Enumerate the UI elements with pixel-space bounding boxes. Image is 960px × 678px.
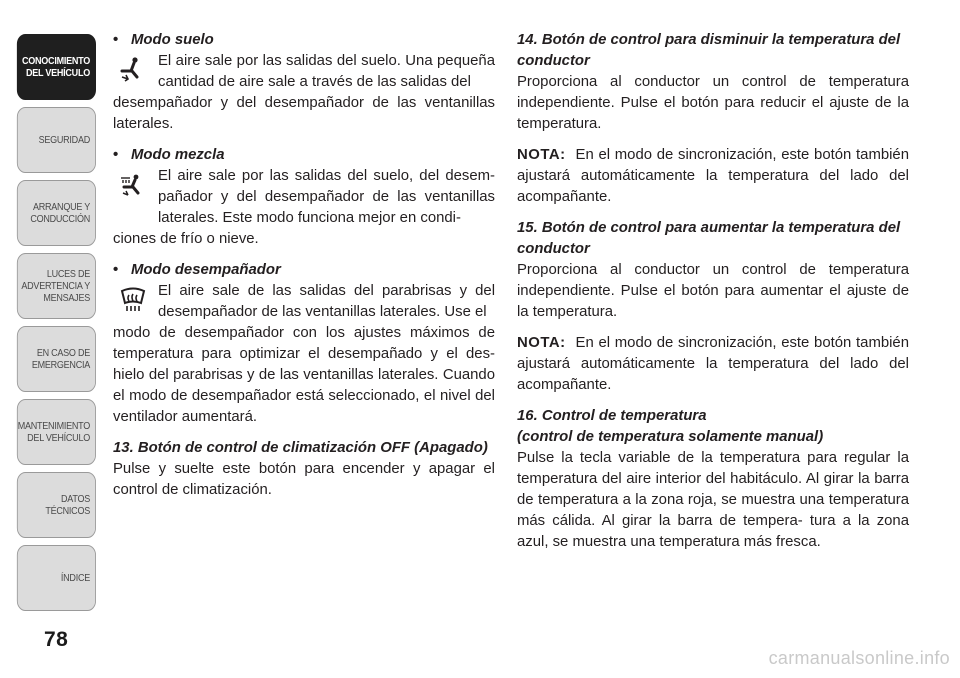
tab-seguridad[interactable]: SEGURIDAD bbox=[17, 107, 96, 173]
section-14-note bbox=[517, 145, 909, 208]
section-15-heading: 15. Botón de control para aumentar la temperatura del conductor bbox=[517, 220, 901, 257]
tab-mantenimiento[interactable]: MANTENIMIENTO DEL VEHÍCULO bbox=[17, 399, 96, 465]
defrost-mode-text-cont: modo de desempañador con los ajustes máximos de temperatura para optimizar el desempañado y el des- hielo del parabrisas y de las ventanillas laterales. Cuando el modo de desempañador está seleccionado, el nivel del ventilador aumentará. bbox=[113, 325, 495, 425]
mix-mode-heading bbox=[113, 145, 495, 166]
left-column bbox=[113, 30, 495, 501]
watermark: carmanualsonline.info bbox=[768, 648, 950, 668]
note-label: NOTA: bbox=[517, 147, 566, 163]
floor-mode-icon bbox=[119, 57, 145, 83]
floor-mode-heading bbox=[113, 30, 495, 51]
mix-mode-text-cont: ciones de frío o nieve. bbox=[113, 231, 259, 247]
page-number: 78 bbox=[44, 628, 69, 651]
right-column bbox=[517, 30, 909, 553]
section-13-heading: 13. Botón de control de climatización OFF (Apagado) bbox=[113, 440, 488, 456]
defrost-mode-text: El aire sale de las salidas del parabrisas y del desempañador de las ventanillas laterales. Use el bbox=[158, 283, 495, 320]
tab-luces-de-advertencia[interactable]: LUCES DE ADVERTENCIA Y MENSAJES bbox=[17, 253, 96, 319]
bullet: • bbox=[113, 262, 119, 278]
section-15-note bbox=[517, 333, 909, 396]
tab-datos-tecnicos[interactable]: DATOS TÉCNICOS bbox=[17, 472, 96, 538]
mix-mode-title: Modo mezcla bbox=[131, 147, 225, 163]
section-14-text: Proporciona al conductor un control de temperatura independiente. Pulse el botón para reducir el ajuste de la temperatura. bbox=[517, 74, 909, 132]
tab-en-caso-de-emergencia[interactable]: EN CASO DE EMERGENCIA bbox=[17, 326, 96, 392]
mix-mode-icon bbox=[119, 172, 145, 198]
bullet: • bbox=[113, 147, 119, 163]
defrost-mode-item bbox=[113, 281, 495, 323]
floor-mode-text-cont: desempañador y del desempañador de las ventanillas laterales. bbox=[113, 95, 495, 132]
mix-mode-text: El aire sale por las salidas del suelo, del desem- pañador y del desempañador de las ventanillas laterales. Este modo funciona mejor en condi- bbox=[158, 168, 495, 226]
tab-arranque-y-conduccion[interactable]: ARRANQUE Y CONDUCCIÓN bbox=[17, 180, 96, 246]
section-16-heading: 16. Control de temperatura bbox=[517, 408, 707, 424]
section-tabs bbox=[0, 0, 100, 630]
section-16-subheading: (control de temperatura solamente manual) bbox=[517, 429, 824, 445]
note-text: En el modo de sincronización, este botón también ajustará automáticamente la temperatura del lado del acompañante. bbox=[517, 335, 909, 393]
mix-mode-item bbox=[113, 166, 495, 229]
defrost-mode-heading bbox=[113, 260, 495, 281]
section-14-heading: 14. Botón de control para disminuir la temperatura del conductor bbox=[517, 32, 901, 69]
note-text: En el modo de sincronización, este botón también ajustará automáticamente la temperatura del lado del acompañante. bbox=[517, 147, 909, 205]
defrost-mode-icon bbox=[119, 287, 147, 313]
section-15-text: Proporciona al conductor un control de temperatura independiente. Pulse el botón para aumentar el ajuste de la temperatura. bbox=[517, 262, 909, 320]
bullet: • bbox=[113, 32, 119, 48]
floor-mode-text: El aire sale por las salidas del suelo. Una pequeña cantidad de aire sale a través de las salidas del bbox=[158, 53, 495, 90]
section-16-text: Pulse la tecla variable de la temperatura para regular la temperatura del aire interior del habitáculo. Al girar la barra de temperatura a la zona roja, se muestra una temperatura más cálida. Al girar la barra de tempera- tura a la zona azul, se muestra una temperatura más fresca. bbox=[517, 450, 909, 550]
tab-conocimiento-del-vehiculo[interactable]: CONOCIMIENTO DEL VEHÍCULO bbox=[17, 34, 96, 100]
floor-mode-item bbox=[113, 51, 495, 93]
tab-indice[interactable]: ÍNDICE bbox=[17, 545, 96, 611]
section-13-text: Pulse y suelte este botón para encender y apagar el control de climatización. bbox=[113, 461, 495, 498]
floor-mode-title: Modo suelo bbox=[131, 32, 214, 48]
note-label: NOTA: bbox=[517, 335, 566, 351]
defrost-mode-title: Modo desempañador bbox=[131, 262, 281, 278]
